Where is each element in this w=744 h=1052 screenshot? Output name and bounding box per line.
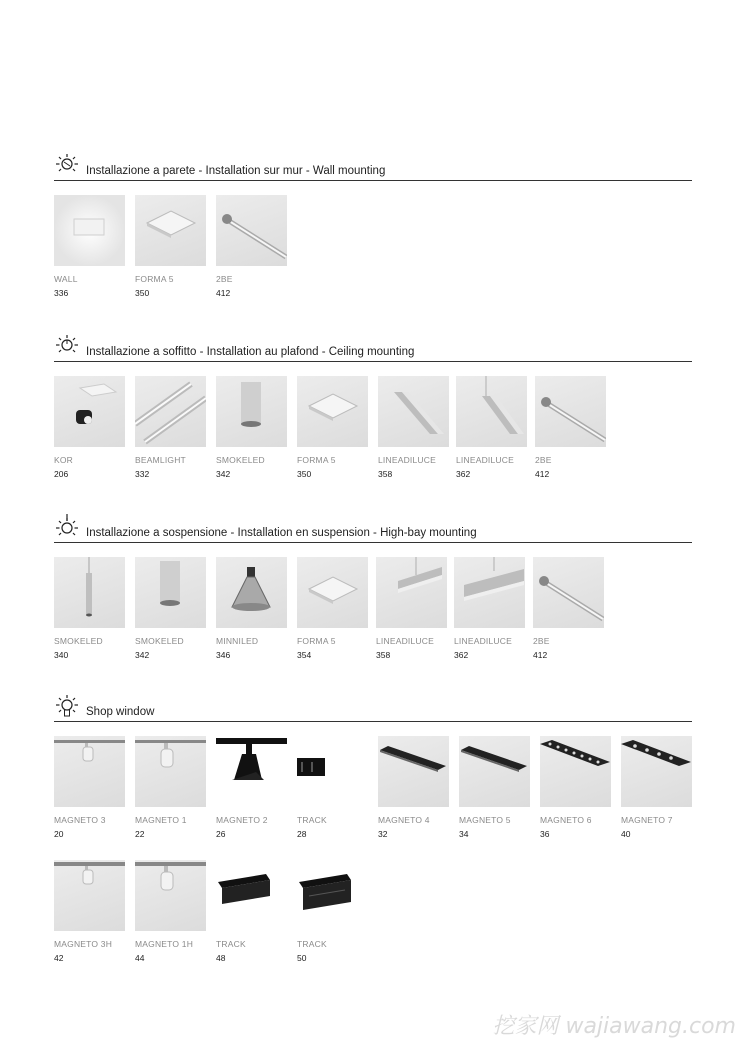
product-thumbnail[interactable]	[376, 557, 447, 628]
product-item[interactable]	[297, 557, 368, 660]
product-item[interactable]	[135, 736, 206, 839]
product-thumbnail[interactable]	[54, 195, 125, 266]
section-title: Installazione a soffitto - Installation au plafond - Ceiling mounting	[86, 346, 415, 358]
product-thumbnail[interactable]	[378, 736, 449, 807]
product-page: 34	[459, 829, 469, 839]
product-item[interactable]	[216, 736, 287, 839]
product-page: 350	[297, 469, 312, 479]
product-name: LINEADILUCE	[456, 455, 514, 465]
product-name: MAGNETO 7	[621, 815, 673, 825]
product-name: TRACK	[297, 815, 327, 825]
section-ceiling-mounting	[54, 333, 692, 479]
product-name: MAGNETO 6	[540, 815, 592, 825]
product-page: 206	[54, 469, 69, 479]
product-thumbnail[interactable]	[216, 376, 287, 447]
product-item[interactable]	[135, 376, 206, 479]
product-page: 336	[54, 288, 69, 298]
product-page: 32	[378, 829, 388, 839]
product-thumbnail[interactable]	[378, 376, 449, 447]
product-name: MAGNETO 5	[459, 815, 511, 825]
product-page: 42	[54, 953, 64, 963]
product-name: TRACK	[216, 939, 246, 949]
product-name: 2BE	[533, 636, 550, 646]
product-page: 340	[54, 650, 69, 660]
product-thumbnail[interactable]	[540, 736, 611, 807]
product-name: SMOKELED	[135, 636, 184, 646]
product-item[interactable]	[216, 557, 287, 660]
product-thumbnail[interactable]	[535, 376, 606, 447]
product-item[interactable]	[297, 860, 368, 963]
section-shop-window	[54, 693, 692, 963]
product-page: 358	[376, 650, 391, 660]
product-page: 36	[540, 829, 550, 839]
product-item[interactable]	[454, 557, 525, 660]
wall-light-icon	[54, 152, 80, 178]
product-name: MAGNETO 2	[216, 815, 268, 825]
product-item[interactable]	[540, 736, 611, 839]
product-name: MINNILED	[216, 636, 259, 646]
watermark: 挖家网 wajiawang.com	[492, 1014, 736, 1039]
product-thumbnail[interactable]	[216, 195, 287, 266]
product-thumbnail[interactable]	[454, 557, 525, 628]
section-title: Installazione a parete - Installation sur mur - Wall mounting	[86, 165, 386, 177]
product-item[interactable]	[297, 376, 368, 479]
product-page: 350	[135, 288, 150, 298]
product-page: 412	[535, 469, 550, 479]
product-page: 362	[454, 650, 469, 660]
product-item[interactable]	[376, 557, 447, 660]
product-item[interactable]	[459, 736, 530, 839]
product-name: KOR	[54, 455, 74, 465]
product-name: BEAMLIGHT	[135, 455, 186, 465]
product-item[interactable]	[54, 376, 125, 479]
product-page: 48	[216, 953, 226, 963]
product-page: 346	[216, 650, 231, 660]
product-thumbnail[interactable]	[216, 557, 287, 628]
product-item[interactable]	[621, 736, 692, 839]
product-name: SMOKELED	[216, 455, 265, 465]
product-name: FORMA 5	[297, 455, 336, 465]
product-page: 28	[297, 829, 307, 839]
product-name: MAGNETO 3H	[54, 939, 113, 949]
product-page: 20	[54, 829, 64, 839]
product-thumbnail[interactable]	[54, 736, 125, 807]
product-name: WALL	[54, 274, 78, 284]
product-thumbnail[interactable]	[297, 860, 368, 931]
product-item[interactable]	[456, 376, 527, 479]
section-header	[54, 333, 692, 362]
product-name: 2BE	[535, 455, 552, 465]
section-title: Shop window	[86, 706, 155, 718]
product-thumbnail[interactable]	[135, 195, 206, 266]
section-header	[54, 514, 692, 543]
product-name: FORMA 5	[297, 636, 336, 646]
product-name: LINEADILUCE	[378, 455, 436, 465]
product-thumbnail[interactable]	[533, 557, 604, 628]
product-page: 412	[533, 650, 548, 660]
section-header	[54, 693, 692, 722]
ceiling-light-icon	[54, 333, 80, 359]
product-name: LINEADILUCE	[454, 636, 512, 646]
product-thumbnail[interactable]	[297, 557, 368, 628]
product-page: 40	[621, 829, 631, 839]
product-name: TRACK	[297, 939, 327, 949]
product-name: MAGNETO 1	[135, 815, 187, 825]
product-item[interactable]	[135, 860, 206, 963]
product-item[interactable]	[535, 376, 606, 479]
product-page: 362	[456, 469, 471, 479]
product-thumbnail[interactable]	[216, 860, 287, 931]
product-name: MAGNETO 4	[378, 815, 430, 825]
product-thumbnail[interactable]	[297, 376, 368, 447]
product-item[interactable]	[54, 557, 125, 660]
product-name: SMOKELED	[54, 636, 103, 646]
product-item[interactable]	[378, 376, 449, 479]
product-name: LINEADILUCE	[376, 636, 434, 646]
product-name: MAGNETO 3	[54, 815, 106, 825]
product-page: 358	[378, 469, 393, 479]
product-thumbnail[interactable]	[54, 376, 125, 447]
product-page: 22	[135, 829, 145, 839]
product-thumbnail[interactable]	[135, 860, 206, 931]
product-item[interactable]	[297, 736, 368, 839]
product-thumbnail[interactable]	[135, 557, 206, 628]
section-header	[54, 152, 692, 181]
product-name: 2BE	[216, 274, 233, 284]
product-name: FORMA 5	[135, 274, 174, 284]
product-page: 50	[297, 953, 307, 963]
product-thumbnail[interactable]	[456, 376, 527, 447]
product-item[interactable]	[378, 736, 449, 839]
product-item[interactable]	[135, 195, 206, 298]
product-page: 44	[135, 953, 145, 963]
product-thumbnail[interactable]	[54, 860, 125, 931]
product-thumbnail[interactable]	[135, 376, 206, 447]
spotlight-icon	[54, 693, 80, 719]
product-thumbnail[interactable]	[54, 557, 125, 628]
product-thumbnail[interactable]	[216, 736, 287, 807]
product-item[interactable]	[216, 376, 287, 479]
section-suspension-mounting	[54, 514, 692, 660]
product-page: 354	[297, 650, 312, 660]
product-item[interactable]	[135, 557, 206, 660]
product-page: 332	[135, 469, 150, 479]
product-item[interactable]	[533, 557, 604, 660]
product-page: 412	[216, 288, 231, 298]
pendant-light-icon	[54, 514, 80, 540]
product-item[interactable]	[54, 736, 125, 839]
product-thumbnail[interactable]	[459, 736, 530, 807]
product-item[interactable]	[216, 860, 287, 963]
product-page: 342	[135, 650, 150, 660]
product-thumbnail[interactable]	[135, 736, 206, 807]
section-wall-mounting	[54, 152, 692, 298]
product-thumbnail[interactable]	[621, 736, 692, 807]
product-item[interactable]	[54, 195, 125, 298]
product-thumbnail[interactable]	[297, 736, 368, 807]
product-name: MAGNETO 1H	[135, 939, 194, 949]
product-page: 342	[216, 469, 231, 479]
product-page: 26	[216, 829, 226, 839]
product-item[interactable]	[216, 195, 287, 298]
section-title: Installazione a sospensione - Installation en suspension - High-bay mounting	[86, 527, 477, 539]
product-item[interactable]	[54, 860, 125, 963]
